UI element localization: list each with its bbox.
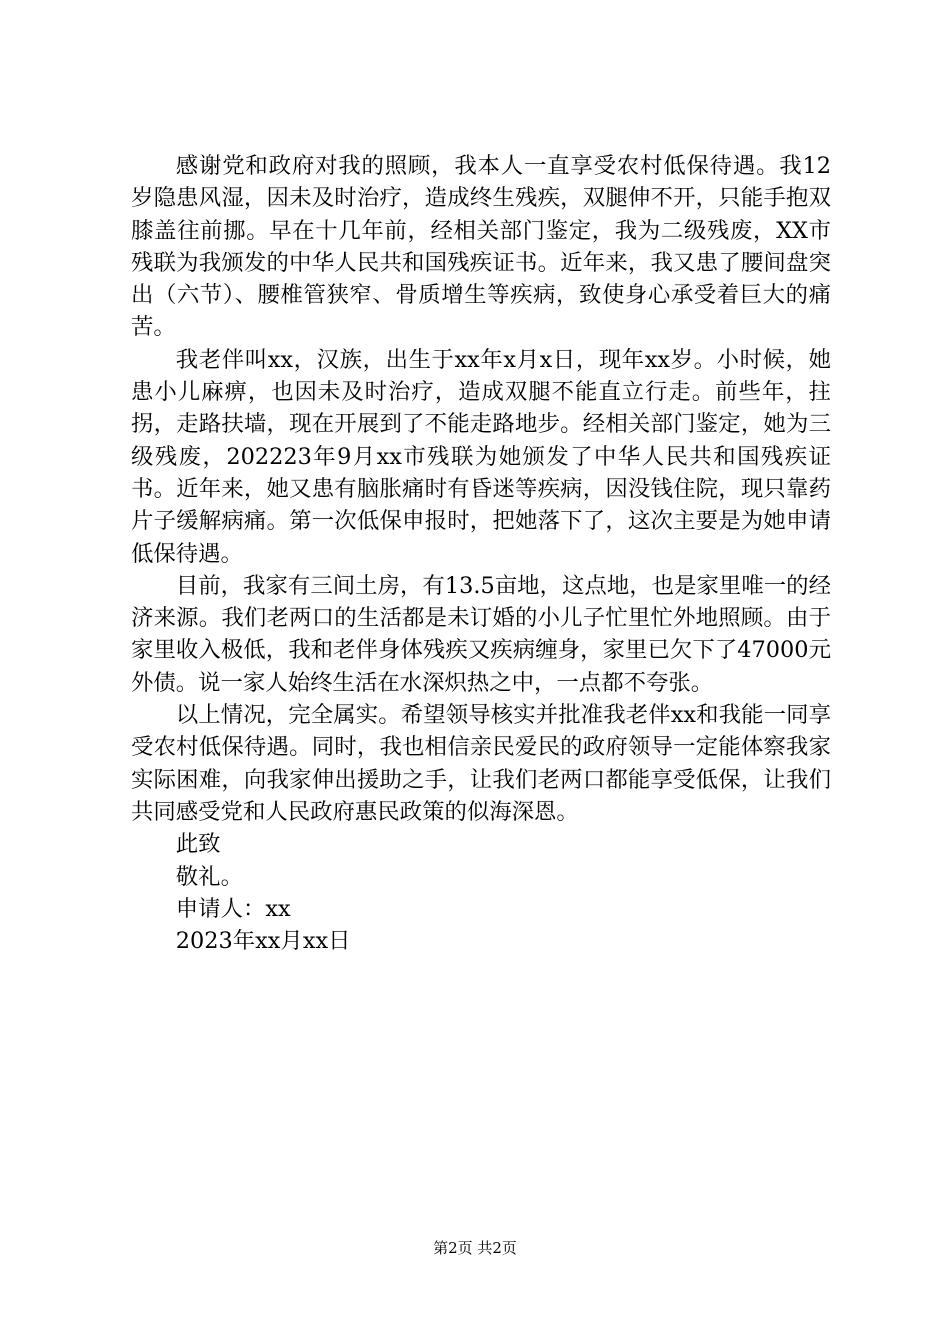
applicant-signature: 申请人：xx [175,895,291,922]
closing-salutation: 此致 [175,831,221,858]
paragraph-request: 以上情况，完全属实。希望领导核实并批准我老伴xx和我能一同享受农村低保待遇。同时，我也相信亲民爱民的政府领导一定能体察我家实际困难，向我家伸出援助之手，让我们老两口都能享受低保，让我们共同感受党和人民政府惠民政策的似海深恩。 [131,702,831,825]
paragraph-own-condition: 感谢党和政府对我的照顾，我本人一直享受农村低保待遇。我12岁隐患风湿，因未及时治疗，造成终生残疾，双腿伸不开，只能手抱双膝盖往前挪。早在十几年前，经相关部门鉴定，我为二级残废，XX市残联为我颁发的中华人民共和国残疾证书。近年来，我又患了腰间盘突出（六节）、腰椎管狭窄、骨质增生等疾病，致使身心承受着巨大的痛苦。 [131,153,831,341]
closing-regards: 敬礼。 [175,863,243,890]
paragraph-spouse-condition: 我老伴叫xx，汉族，出生于xx年x月x日，现年xx岁。小时候，她患小儿麻痹，也因未及时治疗，造成双腿不能直立行走。前些年，拄拐，走路扶墙，现在开展到了不能走路地步。经相关部门鉴定，她为三级残废，202223年9月xx市残联为她颁发了中华人民共和国残疾证书。近年来，她又患有脑胀痛时有昏迷等疾病，因没钱住院，现只靠药片子缓解病痛。第一次低保申报时，把她落下了，这次主要是为她申请低保待遇。 [131,346,831,567]
application-date: 2023年xx月xx日 [175,928,351,955]
page-number-footer: 第2页 共2页 [433,1239,517,1257]
document-body [131,150,831,957]
paragraph-family-situation: 目前，我家有三间土房，有13.5亩地，这点地，也是家里唯一的经济来源。我们老两口的生活都是未订婚的小儿子忙里忙外地照顾。由于家里收入极低，我和老伴身体残疾又疾病缠身，家里已欠下了47000元外债。说一家人始终生活在水深炽热之中，一点都不夸张。 [131,572,831,696]
